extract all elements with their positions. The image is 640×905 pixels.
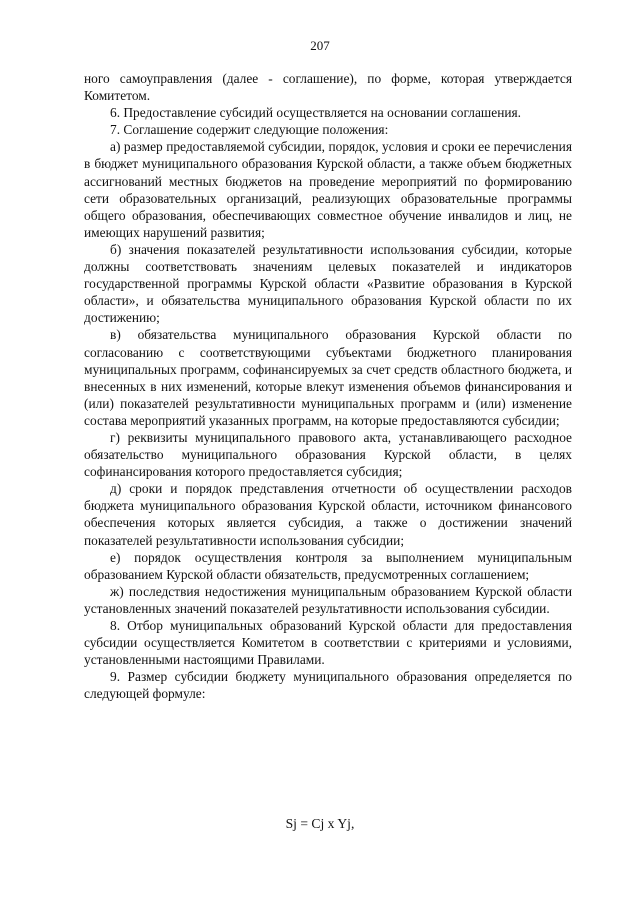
paragraph-subitem-b: б) значения показателей результативности использования субсидии, которые должны соответствовать значениям целевых показателей и индикаторов государственной программы Курской области «Развитие образования в Курской области», и обязательства муниципального образования Курской области по их достижению;	[84, 241, 572, 326]
paragraph-subitem-d: д) сроки и порядок представления отчетности об осуществлении расходов бюджета муниципального образования Курской области, источником финансового обеспечения которых является субсидия, а также о достижении значений показателей результативности использования субсидии;	[84, 481, 572, 548]
page-number: 207	[310, 38, 330, 53]
formula: Sj = Cj x Yj,	[285, 816, 355, 831]
paragraph-item-7: 7. Соглашение содержит следующие положения:	[110, 122, 389, 138]
paragraph-subitem-g: г) реквизиты муниципального правового акта, устанавливающего расходное обязательство муниципального образования Курской области, в целях софинансирования которого предоставляется субсидия;	[84, 429, 572, 480]
paragraph-subitem-zh: ж) последствия недостижения муниципальным образованием Курской области установленных значений показателей результативности использования субсидии.	[84, 583, 572, 616]
paragraph-subitem-v: в) обязательства муниципального образования Курской области по согласованию с соответствующими субъектами бюджетного планирования муниципальных программ, софинансируемых за счет средств областного бюджета, и внесенных в них изменений, которые влекут изменения объемов финансирования и (или) показателей результативности муниципальных программ и (или) изменение состава мероприятий указанных программ, на которые предоставляются субсидии;	[84, 327, 572, 428]
paragraph-subitem-a: а) размер предоставляемой субсидии, порядок, условия и сроки ее перечисления в бюджет муниципального образования Курской области, а также объем бюджетных ассигнований местных бюджетов на проведение мероприятий по формированию сети образовательных организаций, реализующих образовательные программы общего образования, обеспечивающих совместное обучение инвалидов и лиц, не имеющих нарушений развития;	[84, 139, 572, 240]
paragraph-subitem-e: е) порядок осуществления контроля за выполнением муниципальным образованием Курской области обязательств, предусмотренных соглашением;	[84, 549, 572, 582]
body-text	[84, 70, 572, 702]
paragraph-continuation: ного самоуправления (далее - соглашение), по форме, которая утверждается Комитетом.	[84, 71, 572, 104]
paragraph-item-9: 9. Размер субсидии бюджету муниципального образования определяется по следующей формуле:	[84, 669, 572, 702]
paragraph-item-6: 6. Предоставление субсидий осуществляется на основании соглашения.	[110, 105, 522, 121]
paragraph-item-8: 8. Отбор муниципальных образований Курской области для предоставления субсидии осуществляется Комитетом в соответствии с критериями и условиями, установленными настоящими Правилами.	[84, 618, 572, 668]
